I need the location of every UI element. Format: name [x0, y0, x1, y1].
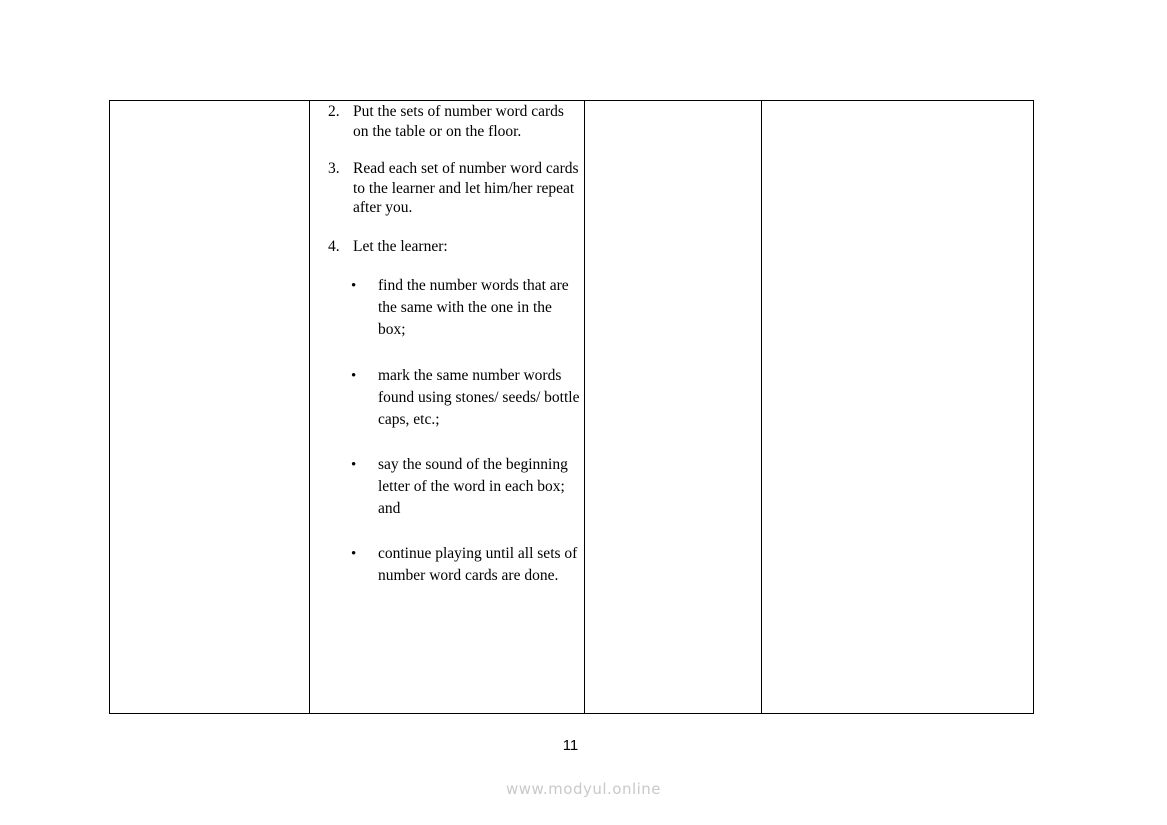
column-divider-2 [584, 101, 585, 713]
bullet-icon: • [351, 457, 357, 473]
bullet-text: find the number words that are the same with the one in the box; [378, 277, 569, 338]
bullet-text: mark the same number words found using stones/ seeds/ bottle caps, etc.; [378, 367, 580, 428]
bullet-icon: • [351, 278, 357, 294]
step-number: 4. [328, 238, 340, 255]
page-number: 11 [562, 737, 579, 754]
column-divider-1 [309, 101, 310, 713]
bullet-icon: • [351, 368, 357, 384]
step-number: 3. [328, 160, 340, 177]
bullet-text: continue playing until all sets of number word cards are done. [378, 545, 578, 584]
bullet-icon: • [351, 546, 357, 562]
column-divider-3 [761, 101, 762, 713]
bullet-text: say the sound of the beginning letter of the word in each box; and [378, 456, 568, 517]
step-text: Read each set of number word cards to the learner and let him/her repeat after you. [353, 160, 579, 216]
step-number: 2. [328, 103, 340, 120]
step-text: Let the learner: [353, 238, 448, 255]
step-text: Put the sets of number word cards on the table or on the floor. [353, 103, 564, 140]
watermark: www.modyul.online [505, 780, 662, 798]
lesson-table [109, 100, 1034, 714]
